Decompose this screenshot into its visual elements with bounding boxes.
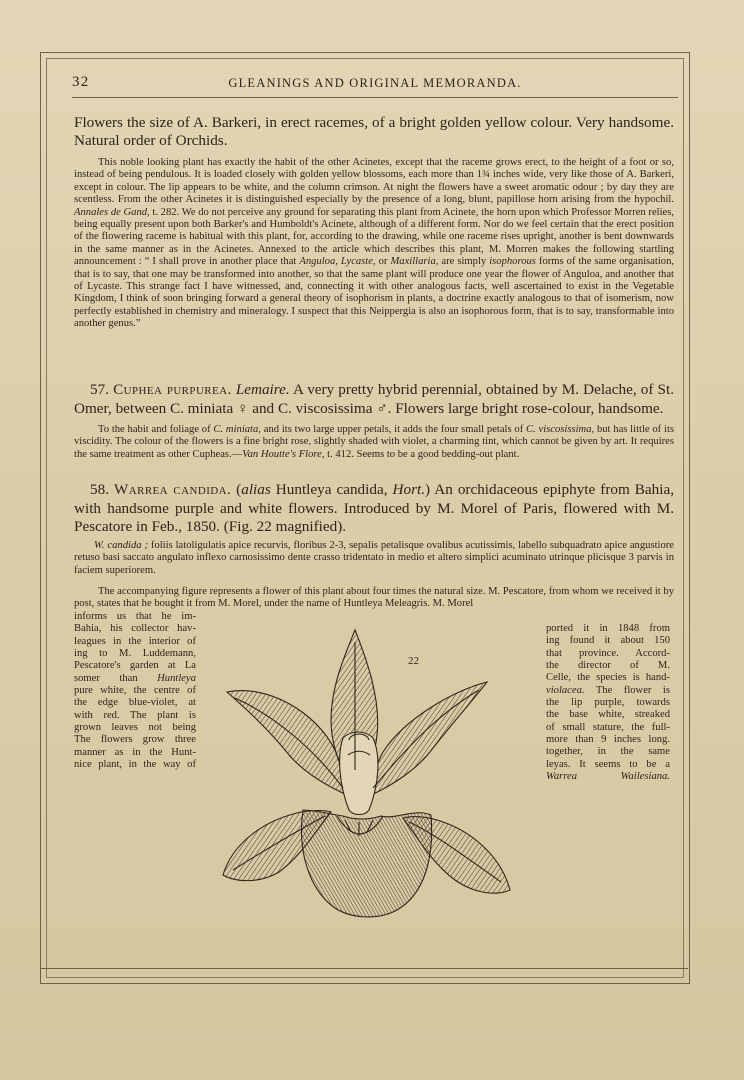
column-line: nice plant, in the way of — [74, 759, 196, 771]
entry-description: A very pretty hybrid perennial, obtained by M. Delache, of St. Omer, between C. miniata ♀ and C. viscosissima ♂. Flowers large bright rose-colour, handsome. — [74, 381, 675, 417]
column-line: Celle, the species is hand- — [546, 672, 670, 684]
column-line: the base white, streaked — [546, 709, 670, 721]
text-run: ( — [236, 481, 242, 498]
column-line: the edge blue-violet, at — [74, 697, 196, 709]
column-line: leagues in the interior of — [74, 635, 196, 647]
citation: Van Houtte's Flore, — [242, 448, 325, 460]
column-line-with-italic — [74, 673, 196, 685]
right-text-column — [546, 623, 670, 783]
text-run: t. 412. Seems to be a good bedding-out plant. — [324, 448, 520, 460]
text-run: and its two large upper petals, it adds the four small petals of — [260, 424, 527, 435]
column-line: Bahia, his collector hav- — [74, 623, 196, 635]
column-line: of small stature, the full- — [546, 721, 670, 733]
plant-name: Warrea candida. — [114, 481, 232, 498]
genus-name: Huntleya — [157, 672, 196, 684]
column-line: with red. The plant is — [74, 709, 196, 721]
text-run: , t. 282. We do not perceive any ground for separating this plant from Acinete, the horn upon which Professor Morren relies, being equally present upon both Barker's and Humboldt's Acinete, although of a different form. Nor do we feel certain that the erect position of the flowering raceme is habitual with this plant, for, according to the drawing, while one raceme rises upright, another is bent downwards in the same manner as in the Acinetes. Annexed to the article which describes this plant, M. Morren makes the following startling announcement : “ I shall prove in another place that — [74, 206, 674, 268]
text-run: somer than — [74, 672, 138, 684]
column-line — [546, 771, 670, 783]
entry-57-heading — [74, 381, 674, 418]
authority: Hort. — [392, 481, 426, 498]
text-run: Huntleya candida, — [270, 481, 393, 498]
column-line: the director of M. — [546, 660, 670, 672]
column-line: informs us that he im- — [74, 611, 196, 622]
column-line: Pescatore's garden at La — [74, 660, 196, 672]
text-run: but has little of its viscidity. The colour of the flowers is a fine bright rose, slightly shaded with violet, a charming tint, which cannot be given by art. It requires the same treatment as other Cupheas.— — [74, 424, 675, 460]
text-run: This noble looking plant has exactly the habit of the other Acinetes, except that the raceme grows erect, to the height of a foot or so, instead of being pendulous. It is loaded closely with golden yellow blossoms, each more than 1¾ inches wide, very like those of A. Barkeri, except in colour. The lip appears to be white, and the column crimson. At night the flowers have a sweet aromatic odour ; by day they are scentless. From the other Acinetes it is distinguished especially by the presence of a long, blunt, papillose horn arising from the hypochil. — [74, 157, 674, 206]
column-line: The flowers grow three — [74, 734, 196, 746]
figure-intro: The accompanying figure represents a flower of this plant about four times the natural size. M. Pescatore, from whom we received it by post, states that he bought it from M. Morel, under the name of Huntleya Meleagris. M. Morel — [74, 586, 674, 610]
column-line: that province. Accord- — [546, 647, 670, 659]
acinete-commentary — [74, 157, 674, 331]
citation: Annales de Gand — [74, 206, 148, 218]
plant-name: Cuphea purpurea. — [113, 381, 232, 398]
text-run: To the habit and foliage of — [98, 424, 214, 435]
term-isophorous: isophorous — [489, 256, 536, 268]
entry-58-heading — [74, 481, 674, 537]
column-line: ported it in 1848 from — [546, 623, 670, 634]
alias-word: alias — [241, 481, 271, 498]
species-name: C. miniata, — [213, 424, 261, 435]
column-line: ing to M. Luddemann, — [74, 648, 196, 660]
text-run: forms of the same organisation, that is to say, that one may be transformed into another, so that the same plant will produce one year the flower of Anguloa, and another that of Lycaste. This strange fact I have witnessed, and, connecting it with other analogous facts, well ascertained to exist in the Vegetable Kingdom, I think of soon bringing forward a general theory of isophorism in plants, a doctrine exactly analogous to that of isomerism, now perfectly established in chemistry and mineralogy. I suspect that this Neippergia is also an isophorous form, that is to say, transformable into another genus.” — [74, 256, 675, 330]
orchid-flower-illustration — [205, 620, 525, 930]
lead-paragraph: Flowers the size of A. Barkeri, in erect racemes, of a bright golden yellow colour. Very handsome. Natural order of Orchids. — [74, 114, 674, 149]
species-name: C. viscosissima, — [526, 424, 595, 435]
column-line-with-italic — [546, 685, 670, 697]
column-line: pure white, the centre of — [74, 685, 196, 697]
text-run: ) — [425, 481, 431, 498]
species-name: Warrea Wailesiana. — [546, 771, 670, 783]
latin-text: foliis latoligulatis apice recurvis, floribus 2-3, sepalis petalisque ovalibus acutissimis, labello subquadrato apice angustiore retuso basi saccato angulato inflexo carnosissimo dente crasso tridentato in medio et altero simplici acuminato utrinque plicisque 3 parvis in faciem superiorem. — [74, 540, 674, 576]
column-line: grown leaves not being — [74, 722, 196, 734]
page-number: 32 — [72, 74, 90, 90]
running-title: GLEANINGS AND ORIGINAL MEMORANDA. — [228, 76, 522, 90]
genus-name: Maxillaria, — [390, 256, 439, 268]
figure-number: 22 — [408, 655, 419, 667]
entry-description: An orchidaceous epiphyte from Bahia, with handsome purple and white flowers. Introduced by M. Morel of Paris, flowered with M. Pescatore in Feb., 1850. (Fig. 22 magnified). — [74, 481, 675, 535]
header-rule — [72, 97, 678, 98]
column-line: leyas. It seems to be a — [546, 758, 670, 770]
authority: Lemaire. — [235, 381, 290, 398]
column-line: the lip purple, towards — [546, 697, 670, 709]
entry-number: 58. — [90, 481, 109, 498]
text-run: The flower is — [584, 684, 670, 696]
latin-diagnosis — [74, 540, 674, 577]
text-run: or — [375, 256, 391, 268]
entry-57-note — [74, 424, 674, 461]
column-line: ing found it about 150 — [546, 635, 670, 647]
column-line: more than 9 inches long. — [546, 734, 670, 746]
text-run: are simply — [438, 256, 490, 268]
running-head — [72, 74, 678, 94]
entry-number: 57. — [90, 381, 109, 398]
genus-names: Anguloa, Lycaste, — [299, 256, 376, 268]
left-text-column — [74, 611, 196, 771]
species-name: violacea. — [546, 684, 585, 696]
column-line: together, in the same — [546, 746, 670, 758]
species-name: W. candida ; — [94, 540, 148, 551]
bottom-rule — [40, 968, 688, 969]
column-line: manner as in the Hunt- — [74, 746, 196, 758]
